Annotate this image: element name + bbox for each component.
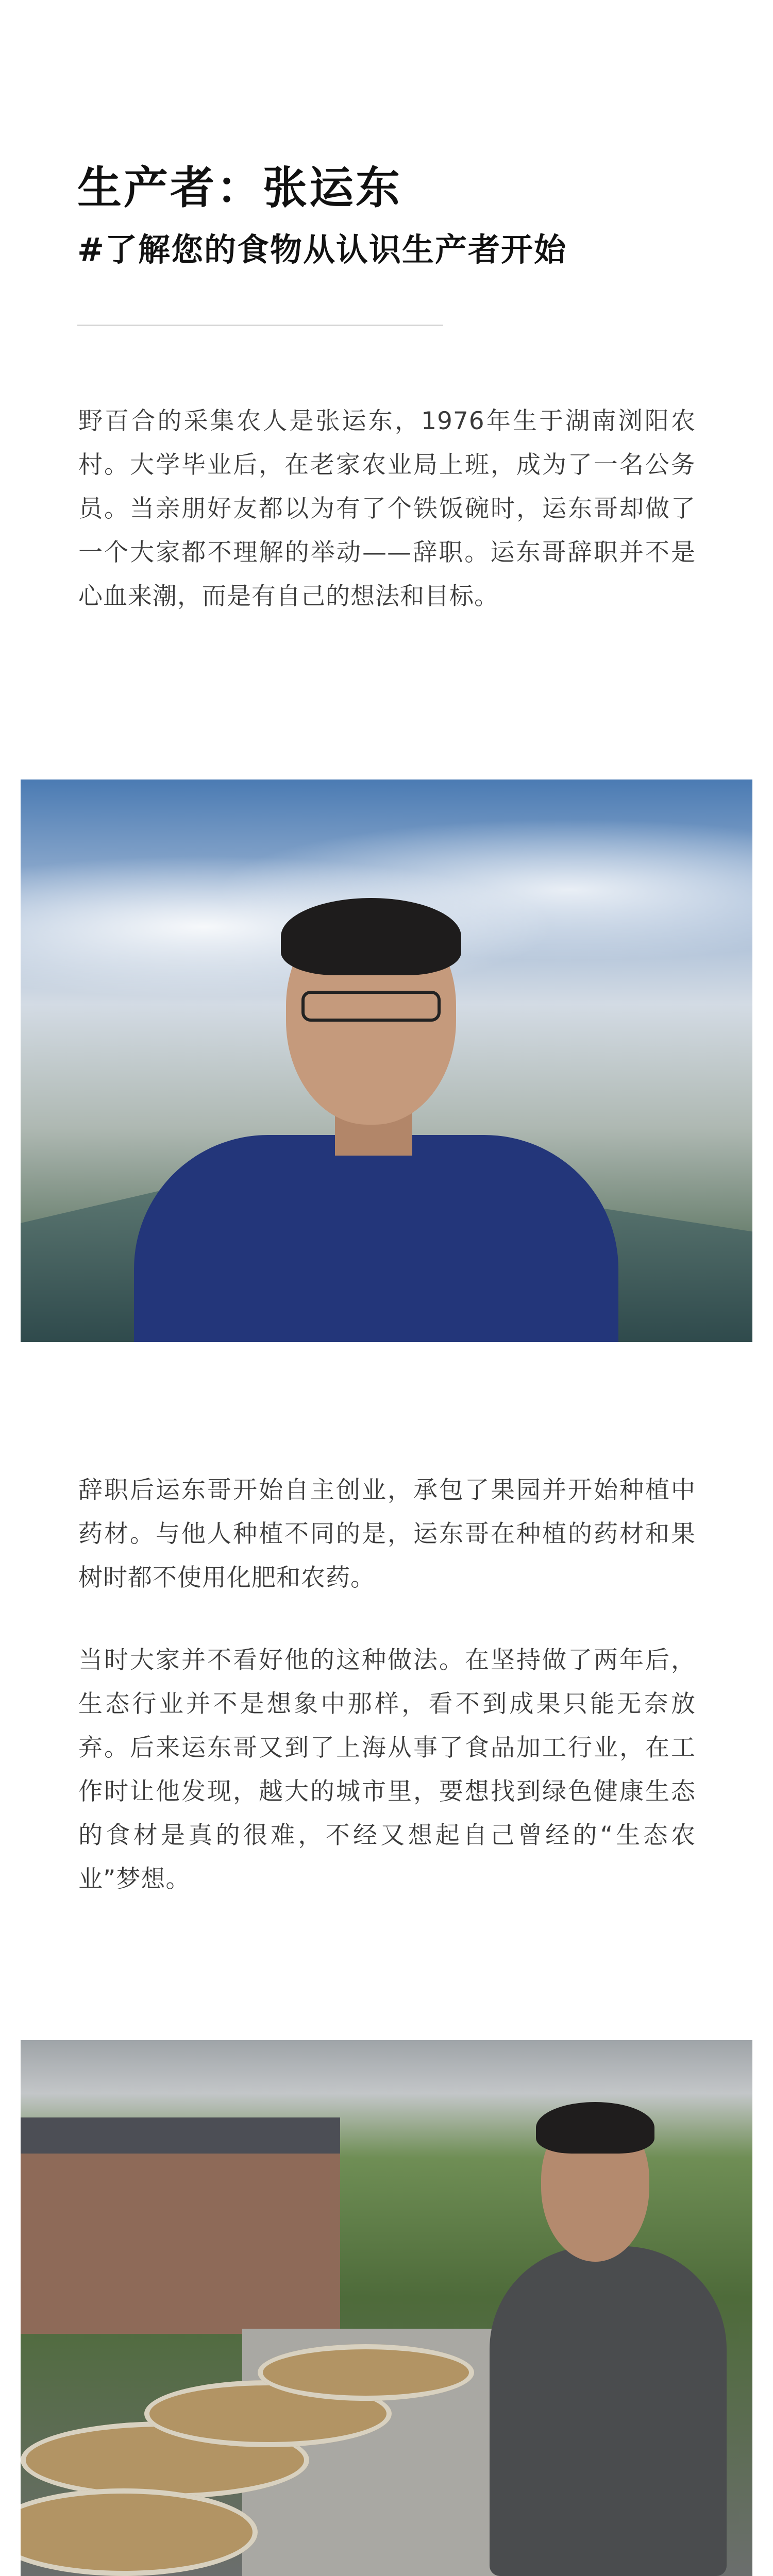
page-subtitle: #了解您的食物从认识生产者开始 bbox=[77, 231, 567, 268]
paragraph-shanghai: 当时大家并不看好他的这种做法。在坚持做了两年后，生态行业并不是想象中那样，看不到成果只能无奈放弃。后来运东哥又到了上海从事了食品加工行业，在工作时让他发现，越大的城市里，要想找到绿色健康生态的食材是真的很难，不经又想起自己曾经的“生态农业”梦想。 bbox=[78, 1646, 696, 1893]
person-shirt bbox=[490, 2246, 727, 2576]
page-title: 生产者：张运东 bbox=[77, 162, 402, 214]
glasses-icon bbox=[301, 991, 441, 1022]
house-roof bbox=[21, 2117, 340, 2154]
herb-tray bbox=[258, 2344, 474, 2401]
paragraph-intro: 野百合的采集农人是张运东，1976年生于湖南浏阳农村。大学毕业后，在老家农业局上班，成为了一名公务员。当亲朋好友都以为有了个铁饭碗时，运东哥却做了一个大家都不理解的举动——辞职。运东哥辞职并不是心血来潮，而是有自己的想法和目标。 bbox=[78, 407, 696, 611]
producer-portrait-photo bbox=[21, 779, 752, 1342]
person-shirt bbox=[134, 1135, 618, 1342]
herb-tray bbox=[21, 2488, 258, 2576]
person-hair bbox=[536, 2102, 654, 2154]
herb-drying-photo bbox=[21, 2040, 752, 2576]
paragraph-startup: 辞职后运东哥开始自主创业，承包了果园并开始种植中药材。与他人种植不同的是，运东哥在种植的药材和果树时都不使用化肥和农药。 bbox=[78, 1476, 696, 1592]
divider bbox=[77, 325, 443, 326]
person-hair bbox=[281, 898, 461, 975]
